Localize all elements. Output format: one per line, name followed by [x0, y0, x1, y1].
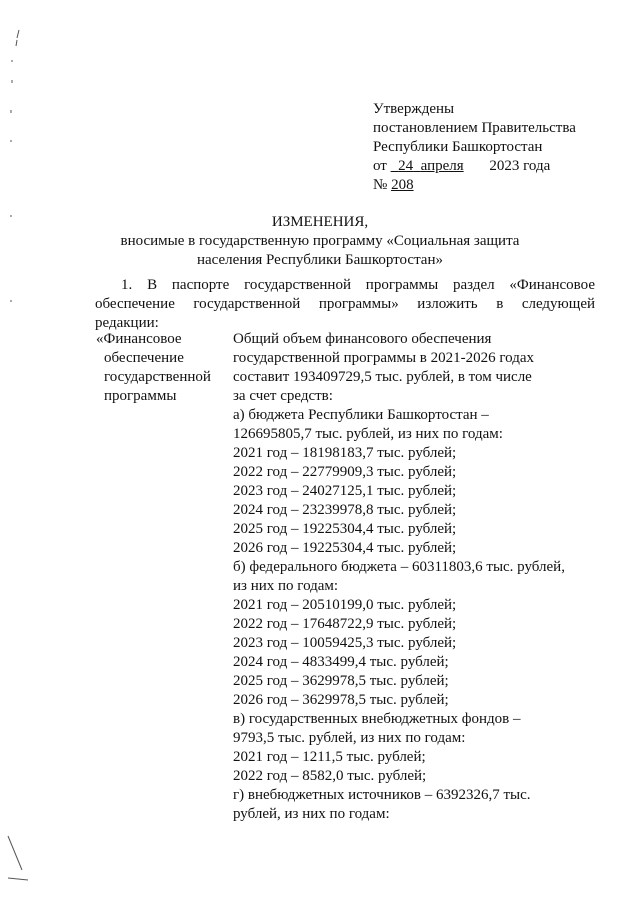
number-prefix: №	[373, 177, 388, 193]
section-label	[96, 330, 224, 406]
intro-line-1: 1. В паспорте государственной программы раздел «Финансовое	[121, 277, 595, 293]
date-prefix: от	[373, 158, 387, 174]
number-value: 208	[391, 177, 414, 193]
date-month: апреля	[420, 158, 464, 174]
date-day-month	[391, 158, 486, 174]
content-line: 2023 год – 10059425,3 тыс. рублей;	[233, 635, 457, 651]
approval-block	[373, 100, 576, 195]
document-subtitle-line-1: вносимые в государственную программу «Социальная защита	[120, 233, 520, 249]
document-subtitle-line-2: населения Республики Башкортостан»	[197, 252, 443, 268]
content-line: 126695805,7 тыс. рублей, из них по годам:	[233, 426, 503, 442]
content-line: 2026 год – 19225304,4 тыс. рублей;	[233, 540, 457, 556]
label-line: обеспечение	[104, 350, 184, 366]
date-year: 2023 года	[489, 158, 551, 174]
content-line: 2023 год – 24027125,1 тыс. рублей;	[233, 483, 457, 499]
scan-mark-bottom-left	[8, 836, 28, 880]
approval-number	[373, 176, 576, 195]
content-line: 9793,5 тыс. рублей, из них по годам:	[233, 730, 466, 746]
content-line: государственной программы в 2021-2026 годах	[233, 350, 535, 366]
content-line: Общий объем финансового обеспечения	[233, 331, 492, 347]
content-line: г) внебюджетных источников – 6392326,7 тыс.	[233, 787, 531, 803]
content-line: 2021 год – 20510199,0 тыс. рублей;	[233, 597, 457, 613]
approval-line-2: постановлением Правительства	[373, 120, 576, 136]
label-line: «Финансовое	[96, 331, 182, 347]
approval-line-1: Утверждены	[373, 101, 455, 117]
content-line: 2022 год – 17648722,9 тыс. рублей;	[233, 616, 457, 632]
content-line: 2022 год – 22779909,3 тыс. рублей;	[233, 464, 457, 480]
intro-line-2: обеспечение государственной программы» изложить в следующей	[95, 296, 595, 312]
content-line: за счет средств:	[233, 388, 333, 404]
content-line: в) государственных внебюджетных фондов –	[233, 711, 521, 727]
content-line: б) федерального бюджета – 60311803,6 тыс. рублей,	[233, 559, 565, 575]
approval-line-3: Республики Башкортостан	[373, 139, 543, 155]
date-day: 24	[398, 158, 414, 174]
content-line: 2025 год – 3629978,5 тыс. рублей;	[233, 673, 449, 689]
content-line: 2022 год – 8582,0 тыс. рублей;	[233, 768, 427, 784]
content-line: 2024 год – 4833499,4 тыс. рублей;	[233, 654, 449, 670]
content-line: 2021 год – 1211,5 тыс. рублей;	[233, 749, 426, 765]
content-line: 2024 год – 23239978,8 тыс. рублей;	[233, 502, 457, 518]
document-title: ИЗМЕНЕНИЯ,	[271, 214, 369, 230]
intro-line-3: редакции:	[95, 315, 159, 331]
label-line: государственной	[104, 369, 211, 385]
label-line: программы	[104, 388, 177, 404]
content-line: составит 193409729,5 тыс. рублей, в том числе	[233, 369, 532, 385]
content-line: 2025 год – 19225304,4 тыс. рублей;	[233, 521, 457, 537]
content-line: из них по годам:	[233, 578, 339, 594]
content-line: 2021 год – 18198183,7 тыс. рублей;	[233, 445, 457, 461]
content-line: а) бюджета Республики Башкортостан –	[233, 407, 489, 423]
approval-date	[373, 157, 576, 176]
section-content	[233, 330, 603, 824]
content-line: 2026 год – 3629978,5 тыс. рублей;	[233, 692, 449, 708]
content-line: рублей, из них по годам:	[233, 806, 390, 822]
scan-mark-top-left	[16, 30, 19, 46]
